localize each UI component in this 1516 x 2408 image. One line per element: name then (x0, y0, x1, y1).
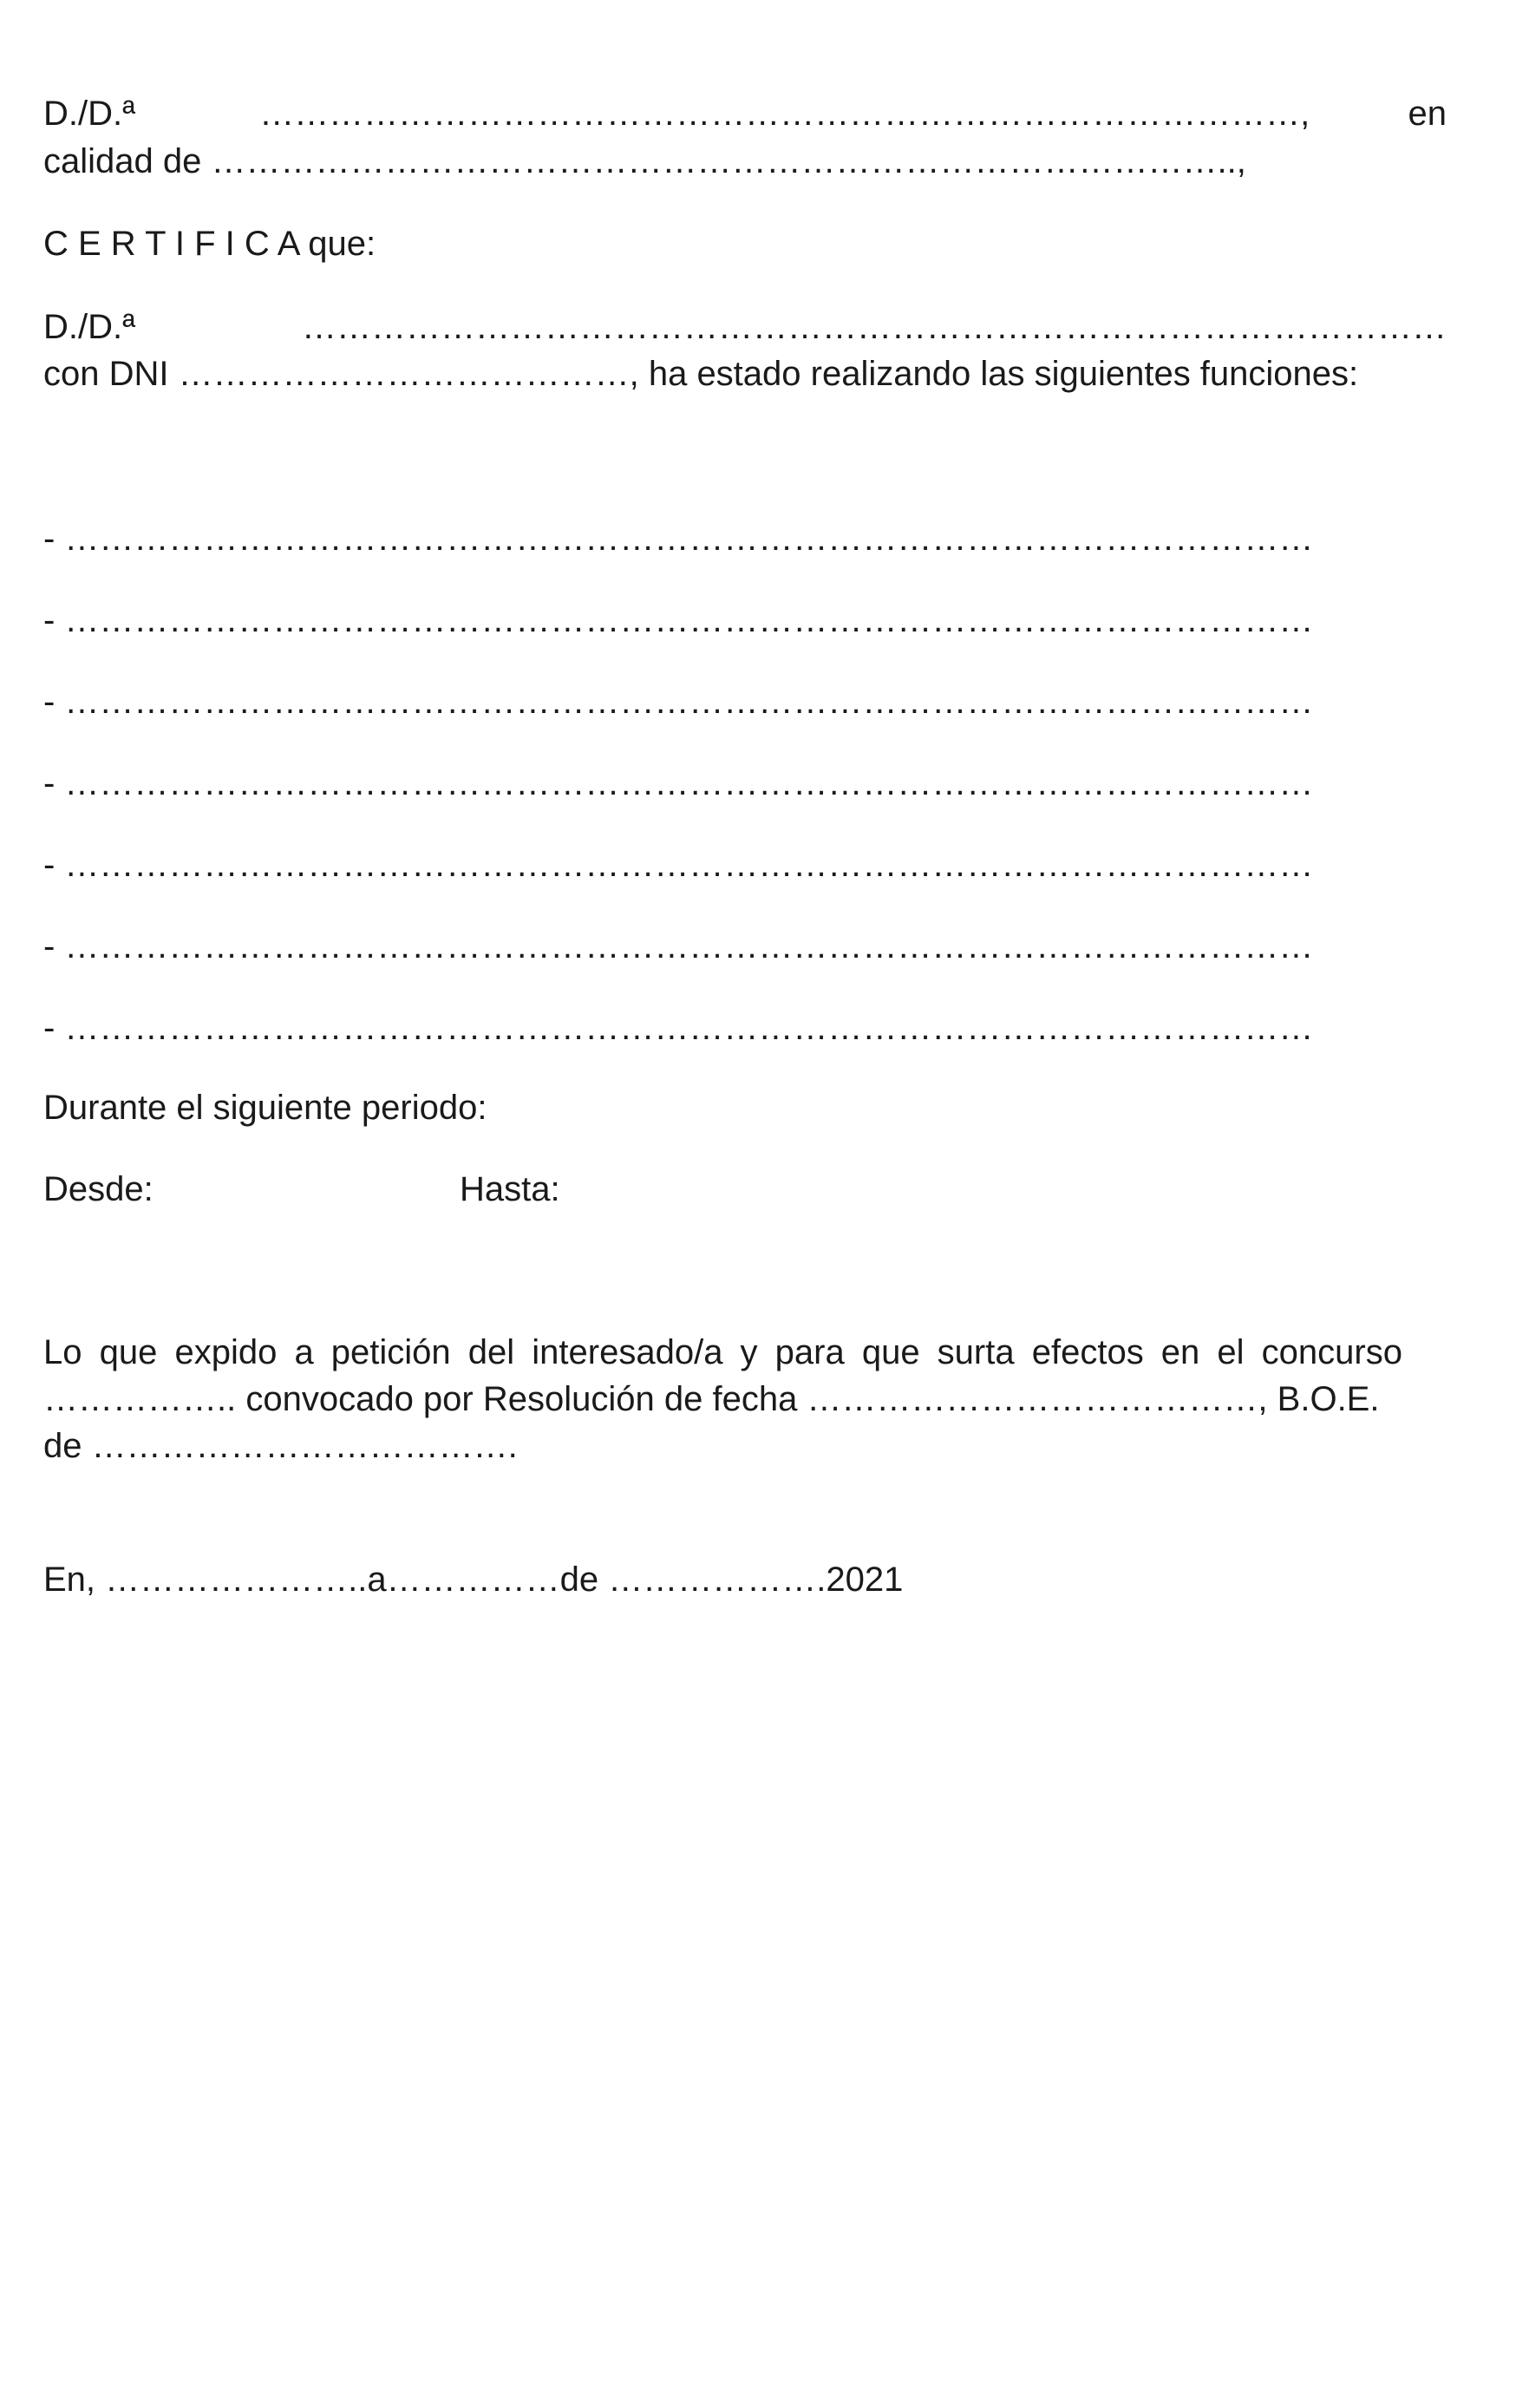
function-line-3: - ……………………………………………………………………………………………… (43, 683, 1314, 721)
function-line-2: - ……………………………………………………………………………………………… (43, 601, 1314, 639)
person-name-blank: ……………………………………………………………………………………… (302, 308, 1447, 346)
function-line-1: - ……………………………………………………………………………………………… (43, 520, 1314, 558)
signature-place-date: En, …………………..a……………de ……………….2021 (43, 1561, 904, 1599)
dd-header-line (43, 93, 1447, 134)
certifica-heading: C E R T I F I C A que: (43, 225, 376, 263)
closing-text-1: Lo que expido a petición del interesado/a y para que surta efectos en el concurso (43, 1333, 1402, 1371)
certificate-document (43, 0, 1447, 2408)
function-line-7: - ……………………………………………………………………………………………… (43, 1009, 1314, 1047)
dd-name-blank: ………………………………………………………………………………, (259, 95, 1310, 133)
closing-line-2: …………….. convocado por Resolución de fecha …………………………………, B.O.E. (43, 1380, 1380, 1418)
period-intro: Durante el siguiente periodo: (43, 1089, 487, 1127)
function-line-4: - ……………………………………………………………………………………………… (43, 764, 1314, 802)
dd-en-word: en (1408, 95, 1447, 133)
closing-line-1 (43, 1332, 1447, 1373)
hasta-label: Hasta: (460, 1170, 560, 1208)
closing-line-3: de ………………………………. (43, 1427, 518, 1465)
person-line (43, 306, 1447, 348)
function-line-6: - ……………………………………………………………………………………………… (43, 927, 1314, 965)
dd-label: D./D.ª (43, 95, 135, 133)
desde-label: Desde: (43, 1170, 154, 1208)
period-dates-line (43, 1168, 1447, 1210)
dni-line: con DNI …………………………………, ha estado realizando las siguientes funciones: (43, 355, 1359, 393)
calidad-line: calidad de …………………………………………………………………………….., (43, 142, 1246, 180)
function-line-5: - ……………………………………………………………………………………………… (43, 846, 1314, 884)
person-label: D./D.ª (43, 308, 135, 346)
